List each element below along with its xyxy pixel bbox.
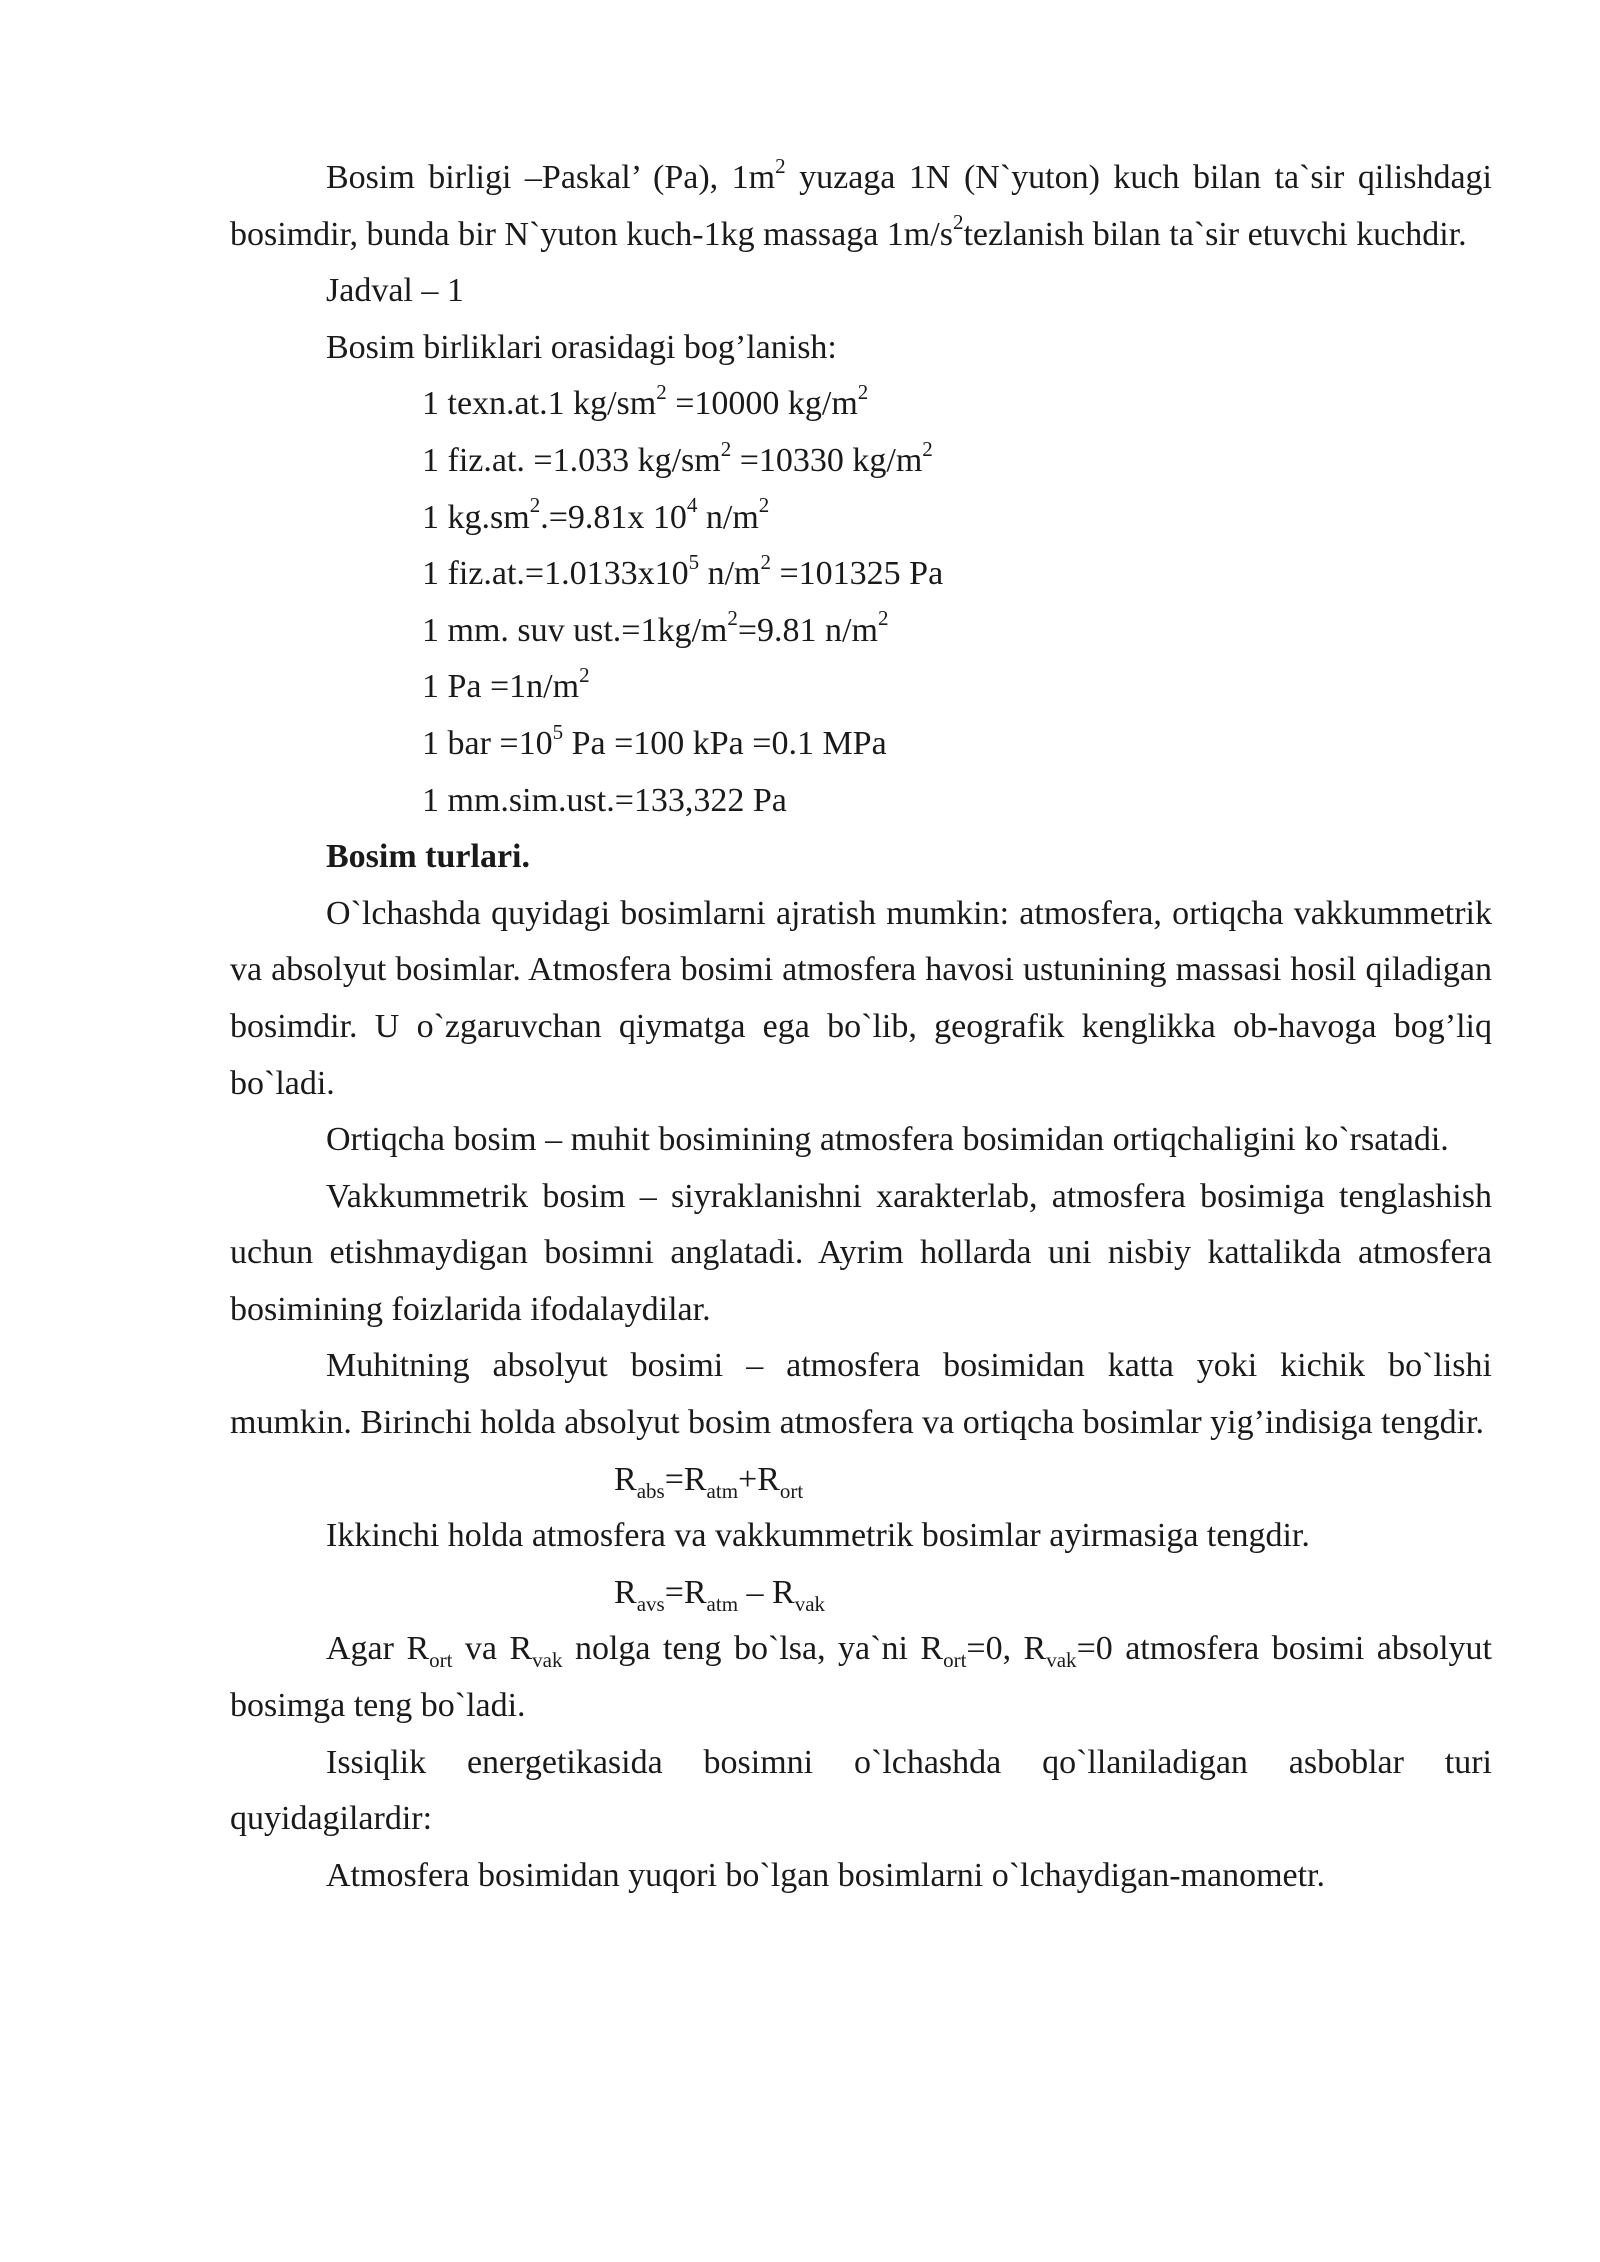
formula-absolute: $R_{abs}=R_{atm}+R_{ort}$	[614, 1460, 804, 1503]
vacuum-pressure-paragraph: Vakkummetrik bosim – siyraklanishni xarakterlab, atmosfera bosimiga tenglashish uchun etishmaydigan bosimni anglatadi. Ayrim hollarda uni nisbiy kattalikda atmosfera bosimining foizlarida ifodalaydilar.	[230, 1177, 1492, 1328]
unit-relation-line: 1 $Pa =1n/m^2$	[422, 663, 590, 706]
relations-intro: Bosim birliklari orasidagi bog’lanish:	[326, 328, 837, 366]
unit-relation-line: 1 texn.at.1 $kg/sm^2 =10000$ $kg/m^2$	[422, 380, 869, 423]
instruments-intro-paragraph: Issiqlik energetikasida bosimni o`lchashda qo`llaniladigan asboblar turi quyidagilardir:	[230, 1743, 1492, 1838]
unit-relation-line: 1 $kg.sm^2.=9.81x$ $10^4$ $n/m^2$	[422, 493, 770, 536]
manometer-line: Atmosfera bosimidan yuqori bo`lgan bosimlarni o`lchaydigan-manometr.	[326, 1856, 1325, 1894]
zero-case-paragraph: Agar $R_{ort}$ va $R_{vak}$ nolga teng bo`lsa, ya`ni $R_{ort}=0$, $R_{vak}=0$ atmosfera bosimi absolyut bosimga teng bo`ladi.	[230, 1630, 1492, 1725]
section-heading: Bosim turlari.	[326, 838, 530, 876]
second-case-line: Ikkinchi holda atmosfera va vakkummetrik bosimlar ayirmasiga tengdir.	[326, 1517, 1310, 1555]
excess-pressure-paragraph: Ortiqcha bosim – muhit bosimining atmosfera bosimidan ortiqchaligini ko`rsatadi.	[326, 1121, 1449, 1159]
absolute-pressure-paragraph: Muhitning absolyut bosimi – atmosfera bosimidan katta yoki kichik bo`lishi mumkin. Birinchi holda absolyut bosim atmosfera va ortiqcha bosimlar yig’indisiga tengdir.	[230, 1347, 1492, 1442]
unit-relation-line: 1 fiz.at. =1.033 $kg/sm^2 =10330$ $kg/m^2$	[422, 436, 933, 479]
pascal-definition-paragraph: Bosim birligi –Paskal’ (Pa), $1m^2$ yuzaga 1N (N`yuton) kuch bilan ta`sir qilishdagi bosimdir, bunda bir N`yuton kuch-1kg massaga $1m/s^2tezlanish$ bilan ta`sir etuvchi kuchdir.	[230, 153, 1492, 253]
document-page	[230, 150, 1492, 1904]
unit-relation-line: 1 $fiz.at.=1.0133x10^5$ $n/m^2 =101325$ Pa	[422, 549, 944, 593]
table-label: Jadval – 1	[326, 272, 464, 310]
unit-relation-line: 1 mm. suv $ust.=1kg/m^2=9.81$ $n/m^2$	[422, 606, 889, 649]
pressure-types-paragraph: O`lchashda quyidagi bosimlarni ajratish mumkin: atmosfera, ortiqcha vakkummetrik va absolyut bosimlar. Atmosfera bosimi atmosfera havosi ustunining massasi hosil qiladigan bosimdir. U o`zgaruvchan qiymatga ega bo`lib, geografik kenglikka ob-havoga bog’liq bo`ladi.	[230, 894, 1492, 1102]
unit-relation-line: 1 bar $=10^5$ Pa =100 kPa =0.1 MPa	[422, 719, 887, 762]
unit-relation-line: 1 mm.sim.ust.=133,322 Pa	[422, 781, 787, 819]
formula-vacuum: $R_{avs}=R_{atm} - R_{vak}$	[614, 1573, 826, 1616]
